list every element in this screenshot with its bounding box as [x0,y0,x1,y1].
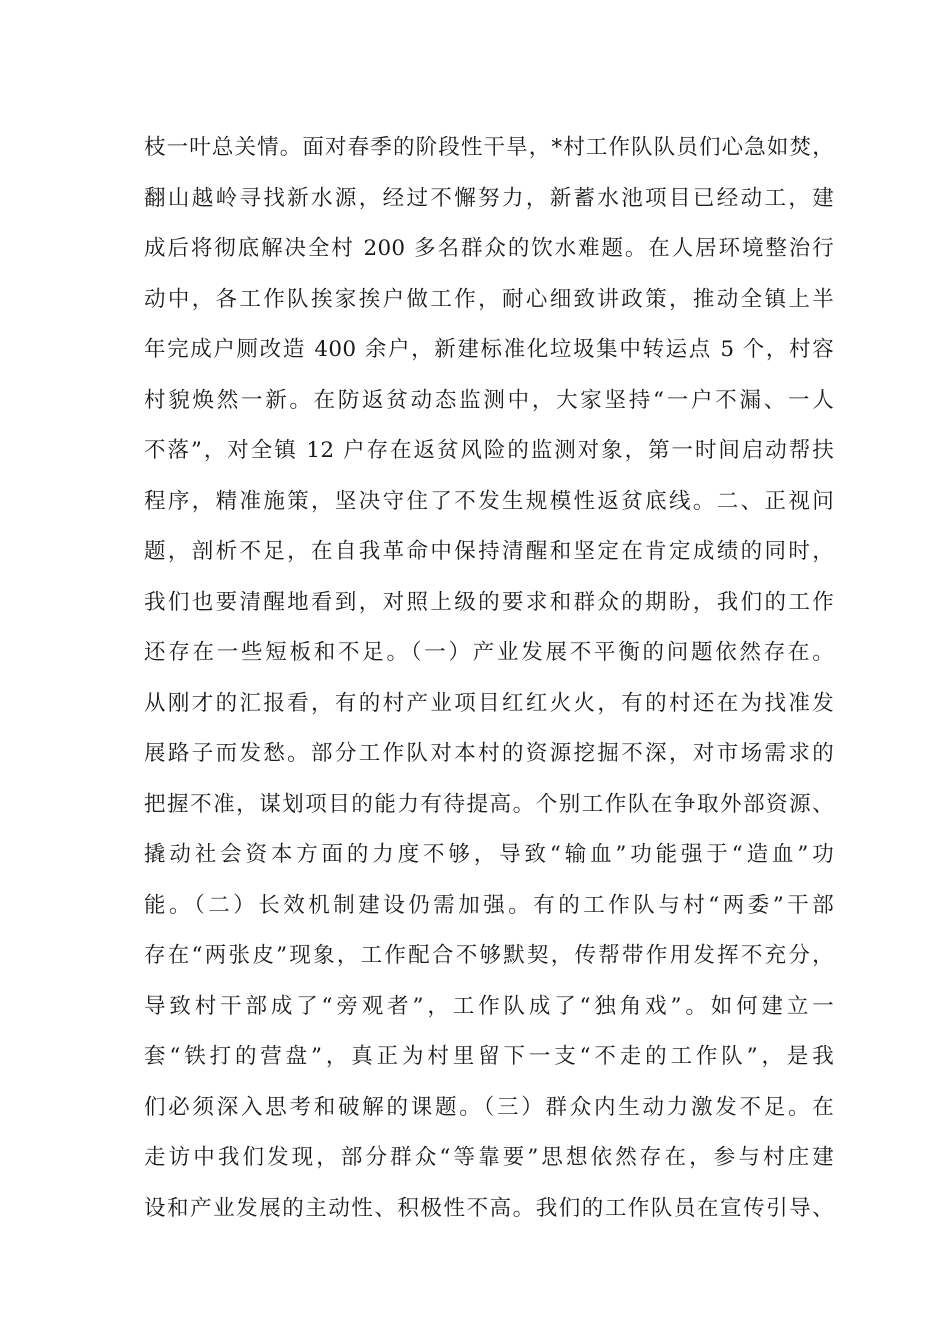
text-line: 不落”，对全镇 12 户存在返贫风险的监测对象，第一时间启动帮扶 [144,438,834,463]
text-line: 年完成户厕改造 400 余户，新建标准化垃圾集中转运点 5 个，村容 [144,337,834,362]
text-line: 撬动社会资本方面的力度不够，导致“输血”功能强于“造血”功 [144,842,834,867]
text-line: 枝一叶总关情。面对春季的阶段性干旱，*村工作队队员们心急如焚， [144,135,834,160]
text-line: 成后将彻底解决全村 200 多名群众的饮水难题。在人居环境整治行 [144,236,834,261]
text-line: 我们也要清醒地看到，对照上级的要求和群众的期盼，我们的工作 [144,589,834,615]
text-line: 把握不准，谋划项目的能力有待提高。个别工作队在争取外部资源、 [144,791,834,817]
body-paragraph [144,129,834,1240]
text-line: 动中，各工作队挨家挨户做工作，耐心细致讲政策，推动全镇上半 [144,286,834,312]
text-line: 套“铁打的营盘”，真正为村里留下一支“不走的工作队”，是我 [144,1044,834,1069]
text-line: 从刚才的汇报看，有的村产业项目红红火火，有的村还在为找准发 [144,690,834,716]
text-line: 村貌焕然一新。在防返贫动态监测中，大家坚持“一户不漏、一人 [144,387,834,413]
text-line: 设和产业发展的主动性、积极性不高。我们的工作队员在宣传引导、 [144,1195,834,1221]
text-line: 还存在一些短板和不足。（一）产业发展不平衡的问题依然存在。 [144,640,834,665]
text-line: 们必须深入思考和破解的课题。（三）群众内生动力激发不足。在 [144,1094,834,1120]
text-line: 展路子而发愁。部分工作队对本村的资源挖掘不深，对市场需求的 [144,741,834,766]
text-line: 存在“两张皮”现象，工作配合不够默契，传帮带作用发挥不充分， [144,943,834,968]
text-line: 导致村干部成了“旁观者”，工作队成了“独角戏”。如何建立一 [144,993,834,1019]
text-line: 能。（二）长效机制建设仍需加强。有的工作队与村“两委”干部 [144,892,834,918]
text-line: 翻山越岭寻找新水源，经过不懈努力，新蓄水池项目已经动工，建 [144,185,834,211]
text-line: 题，剖析不足，在自我革命中保持清醒和坚定在肯定成绩的同时， [144,539,834,564]
text-line: 走访中我们发现，部分群众“等靠要”思想依然存在，参与村庄建 [144,1145,834,1170]
text-line: 程序，精准施策，坚决守住了不发生规模性返贫底线。二、正视问 [144,488,834,514]
